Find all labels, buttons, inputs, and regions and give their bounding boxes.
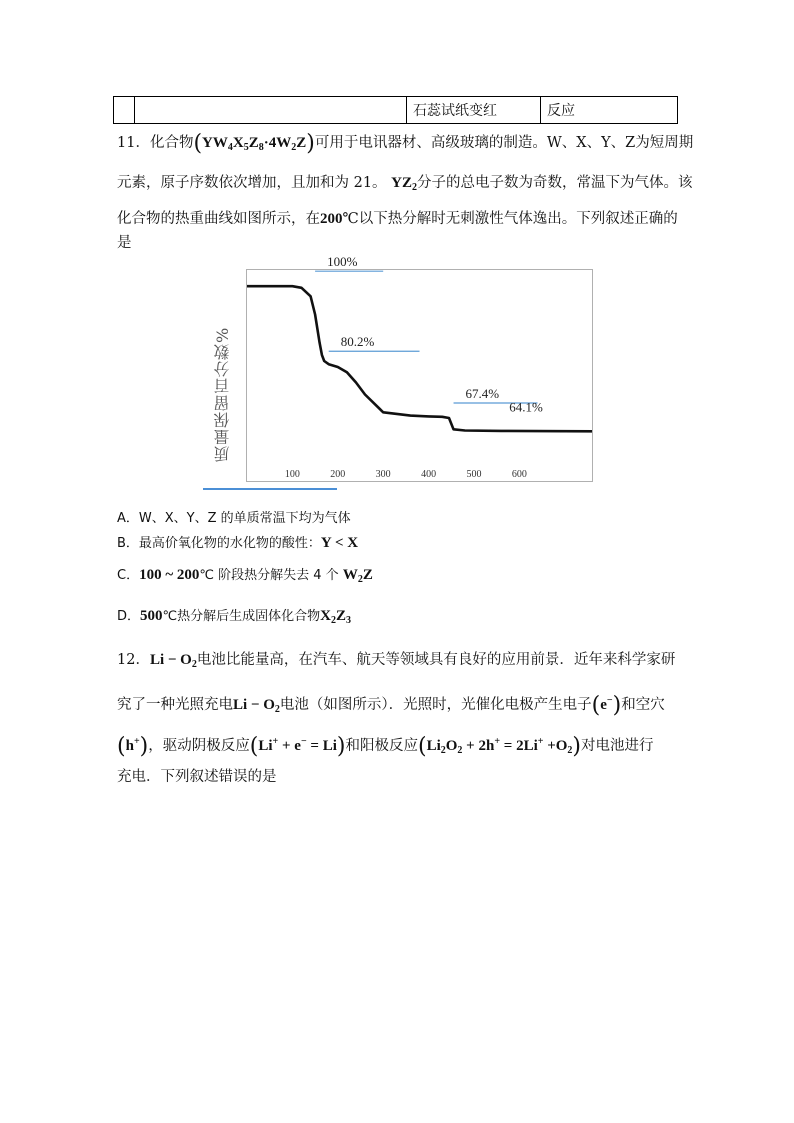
q12-hole: (h+)	[117, 734, 149, 759]
x-tick-label: 600	[511, 469, 527, 480]
chart-frame	[246, 254, 593, 482]
table-cell-c: 石蕊试纸变红	[407, 97, 541, 124]
option-c: C．100 ~ 200℃ 阶段热分解失去 4 个 $W_2Z$	[117, 567, 373, 585]
chart-svg	[247, 254, 592, 481]
q12-line3a: ，驱动阴极反应	[148, 738, 250, 754]
x-tick-label: 100	[284, 469, 300, 480]
q11-line1	[117, 133, 693, 158]
q12-line4: 充电．下列叙述错误的是	[117, 769, 277, 785]
q11-compound-formula: $(YW_4X_5Z_8\cdot 4W_2Z)$	[193, 131, 315, 156]
q12-cathode-eq: (Li+ + e− = Li)	[249, 734, 346, 759]
option-c-range: 100 ~ 200	[139, 567, 200, 583]
q12-line3c: 对电池进行	[581, 738, 654, 754]
q11-line2b: 分子的总电子数为奇数，常温下为气体。该	[417, 175, 693, 191]
q12-line2b: 电池（如图所示）．光照时，光催化电极产生电子	[279, 697, 592, 713]
q12-line3b: 和阳极反应	[345, 738, 418, 754]
q12-li-o2-formula-2: $Li - O_2$	[233, 697, 280, 715]
option-b-formula: Y < X	[320, 535, 359, 551]
option-d-temp: 500	[140, 608, 163, 624]
annotation-label: 80.2%	[340, 334, 375, 350]
option-d-formula: $X_2Z_3$	[320, 608, 351, 626]
q12-line1b: 电池比能量高，在汽车、航天等领域具有良好的应用前景．近年来科学家研	[196, 652, 676, 668]
chart-underline	[203, 488, 337, 490]
q11-line3	[117, 209, 678, 229]
table-row	[114, 97, 678, 124]
x-tick-label: 400	[421, 469, 437, 480]
annotation-label: 67.4%	[465, 385, 500, 401]
q11-yz2-formula: $YZ_2$	[391, 175, 418, 193]
table-cell-b	[135, 97, 407, 124]
q12-number: 12．	[117, 652, 150, 668]
q12-electron: (e−)	[591, 693, 622, 718]
q11-line3a: 化合物的热重曲线如图所示，在	[117, 211, 320, 227]
q11-line4: 是	[117, 235, 132, 251]
x-tick-label: 200	[330, 469, 346, 480]
q12-line1	[117, 650, 675, 675]
q11-line2	[117, 173, 693, 198]
annotation-label: 64.1%	[509, 399, 543, 415]
table-cell-a	[114, 97, 135, 124]
q11-temp-200: 200	[320, 211, 343, 227]
option-d: D．500℃热分解后生成固体化合物$X_2Z_3$	[117, 608, 351, 626]
q11-tail1: 可用于电讯器材、高级玻璃的制造。W、X、Y、Z为短周期	[314, 135, 694, 151]
tga-chart	[203, 254, 591, 494]
option-d-text: 热分解后生成固体化合物	[177, 609, 321, 624]
option-b	[117, 534, 358, 553]
option-a: A．W、X、Y、Z 的单质常温下均为气体	[117, 511, 351, 526]
q11-line2a: 元素，原子序数依次增加，且加和为 21。	[117, 175, 387, 191]
x-tick-label: 500	[466, 469, 482, 480]
chart-ylabel: 质量保留百分数%	[213, 326, 232, 462]
x-tick-label: 300	[375, 469, 391, 480]
q12-line3	[117, 732, 654, 761]
q11-number: 11．化合物	[117, 135, 194, 151]
option-c-text: 阶段热分解失去 4 个	[218, 568, 339, 583]
q12-anode-eq: $(Li_2O_2 + 2h^+ = 2Li^+ +O_2)$	[417, 734, 582, 759]
table-cell-d: 反应	[541, 97, 678, 124]
option-c-formula: $W_2Z$	[342, 567, 373, 585]
q12-li-o2-formula: $Li - O_2$	[149, 652, 197, 670]
q12-line2	[117, 691, 665, 720]
q12-line2a: 究了一种光照充电	[117, 697, 233, 713]
table-fragment	[113, 96, 678, 124]
q11-line3b: ℃以下热分解时无刺激性气体逸出。下列叙述正确的	[342, 211, 678, 227]
q12-line2c: 和空穴	[621, 697, 665, 713]
option-b-text: B．最高价氧化物的水化物的酸性：	[117, 536, 321, 551]
annotation-label: 100%	[327, 254, 358, 270]
